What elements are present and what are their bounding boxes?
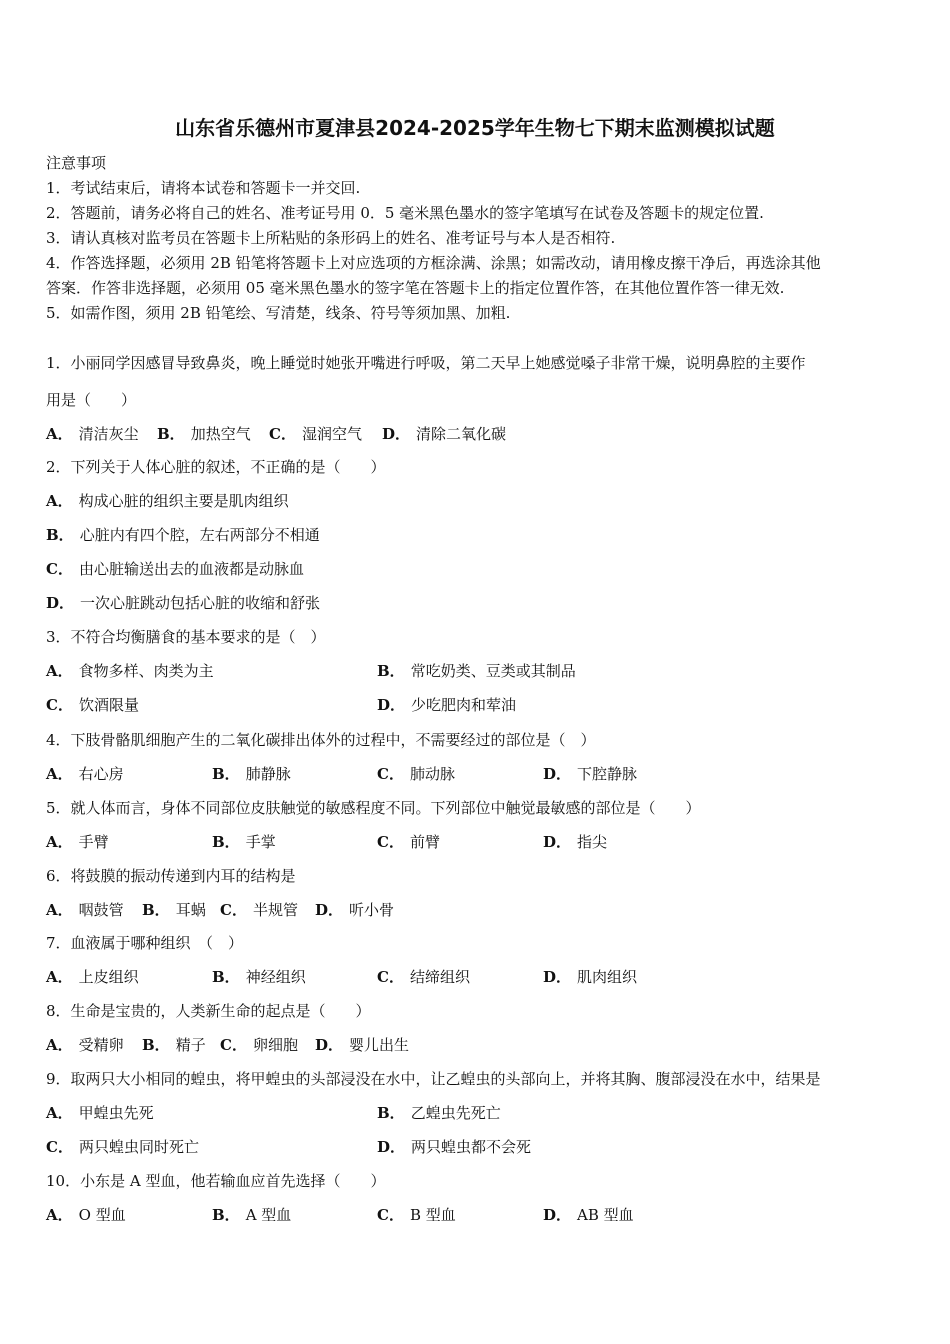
option-d: D． 一次心脏跳动包括心脏的收缩和舒张: [46, 594, 321, 612]
option-d: D． 听小骨: [315, 901, 395, 919]
question-stem: 7．血液属于哪种组织 （ ）: [46, 934, 244, 952]
notice-item-3: 3．请认真核对监考员在答题卡上所粘贴的条形码上的姓名、准考证号与本人是否相符.: [46, 229, 616, 247]
option-d: D． AB 型血: [543, 1206, 634, 1224]
option-c: C． 前臂: [377, 833, 440, 851]
option-d: D． 指尖: [543, 833, 608, 851]
option-a: A． 右心房: [46, 765, 124, 783]
question-stem: 1．小丽同学因感冒导致鼻炎，晚上睡觉时她张开嘴进行呼吸，第二天早上她感觉嗓子非常干燥，说明鼻腔的主要作: [46, 354, 806, 372]
page-title: 山东省乐德州市夏津县2024-2025学年生物七下期末监测模拟试题: [175, 116, 775, 140]
question-stem: 5．就人体而言，身体不同部位皮肤触觉的敏感程度不同。下列部位中触觉最敏感的部位是（ ）: [46, 799, 701, 817]
notice-item-4-cont: 答案．作答非选择题，必须用 05 毫米黑色墨水的签字笔在答题卡上的指定位置作答，在其他位置作答一律无效.: [46, 279, 785, 297]
question-stem-cont: 用是（ ）: [46, 391, 137, 409]
option-c: C． 肺动脉: [377, 765, 455, 783]
option-a: A． 受精卵: [46, 1036, 124, 1054]
option-d: D． 下腔静脉: [543, 765, 638, 783]
option-b: B． 心脏内有四个腔，左右两部分不相通: [46, 526, 320, 544]
notice-item-5: 5．如需作图，须用 2B 铅笔绘、写清楚，线条、符号等须加黑、加粗.: [46, 304, 511, 322]
option-d: D． 婴儿出生: [315, 1036, 410, 1054]
option-a: A． O 型血: [46, 1206, 126, 1224]
option-d: D． 肌肉组织: [543, 968, 638, 986]
notice-heading: 注意事项: [46, 154, 107, 172]
option-c: C． B 型血: [377, 1206, 456, 1224]
option-a: A． 咽鼓管: [46, 901, 124, 919]
question-stem: 8．生命是宝贵的，人类新生命的起点是（ ）: [46, 1002, 371, 1020]
option-d: D． 少吃肥肉和荤油: [377, 696, 517, 714]
option-b: B． A 型血: [212, 1206, 292, 1224]
option-b: B． 耳蜗: [142, 901, 206, 919]
notice-item-1: 1．考试结束后，请将本试卷和答题卡一并交回.: [46, 179, 361, 197]
option-b: B． 肺静脉: [212, 765, 291, 783]
option-b: B． 手掌: [212, 833, 276, 851]
option-c: C． 卵细胞: [220, 1036, 298, 1054]
question-stem: 6．将鼓膜的振动传递到内耳的结构是: [46, 867, 296, 885]
option-a: A． 甲蝗虫先死: [46, 1104, 154, 1122]
option-c: C． 两只蝗虫同时死亡: [46, 1138, 199, 1156]
option-a: A． 手臂: [46, 833, 109, 851]
option-c: C． 饮酒限量: [46, 696, 139, 714]
option-d: D． 清除二氧化碳: [382, 425, 507, 443]
question-stem: 4．下肢骨骼肌细胞产生的二氧化碳排出体外的过程中，不需要经过的部位是（ ）: [46, 731, 596, 749]
notice-item-4: 4．作答选择题，必须用 2B 铅笔将答题卡上对应选项的方框涂满、涂黑；如需改动，请用橡皮擦干净后，再选涂其他: [46, 254, 821, 272]
option-b: B． 乙蝗虫先死亡: [377, 1104, 501, 1122]
option-a: A． 构成心脏的组织主要是肌肉组织: [46, 492, 289, 510]
question-stem: 2．下列关于人体心脏的叙述，不正确的是（ ）: [46, 458, 386, 476]
option-a: A． 食物多样、肉类为主: [46, 662, 214, 680]
question-stem: 9．取两只大小相同的蝗虫，将甲蝗虫的头部浸没在水中，让乙蝗虫的头部向上，并将其胸、腹部浸没在水中，结果是: [46, 1070, 821, 1088]
question-stem: 10．小东是 A 型血，他若输血应首先选择（ ）: [46, 1172, 386, 1190]
option-a: A． 上皮组织: [46, 968, 139, 986]
option-b: B． 常吃奶类、豆类或其制品: [377, 662, 576, 680]
option-b: B． 神经组织: [212, 968, 306, 986]
question-stem: 3．不符合均衡膳食的基本要求的是（ ）: [46, 628, 326, 646]
option-c: C． 半规管: [220, 901, 298, 919]
option-c: C． 由心脏输送出去的血液都是动脉血: [46, 560, 304, 578]
option-b: B． 加热空气: [157, 425, 251, 443]
notice-item-2: 2．答题前，请务必将自己的姓名、准考证号用 0．5 毫米黑色墨水的签字笔填写在试卷及答题卡的规定位置.: [46, 204, 764, 222]
option-a: A． 清洁灰尘: [46, 425, 139, 443]
option-d: D． 两只蝗虫都不会死: [377, 1138, 532, 1156]
option-c: C． 湿润空气: [269, 425, 362, 443]
option-b: B． 精子: [142, 1036, 206, 1054]
option-c: C． 结缔组织: [377, 968, 470, 986]
